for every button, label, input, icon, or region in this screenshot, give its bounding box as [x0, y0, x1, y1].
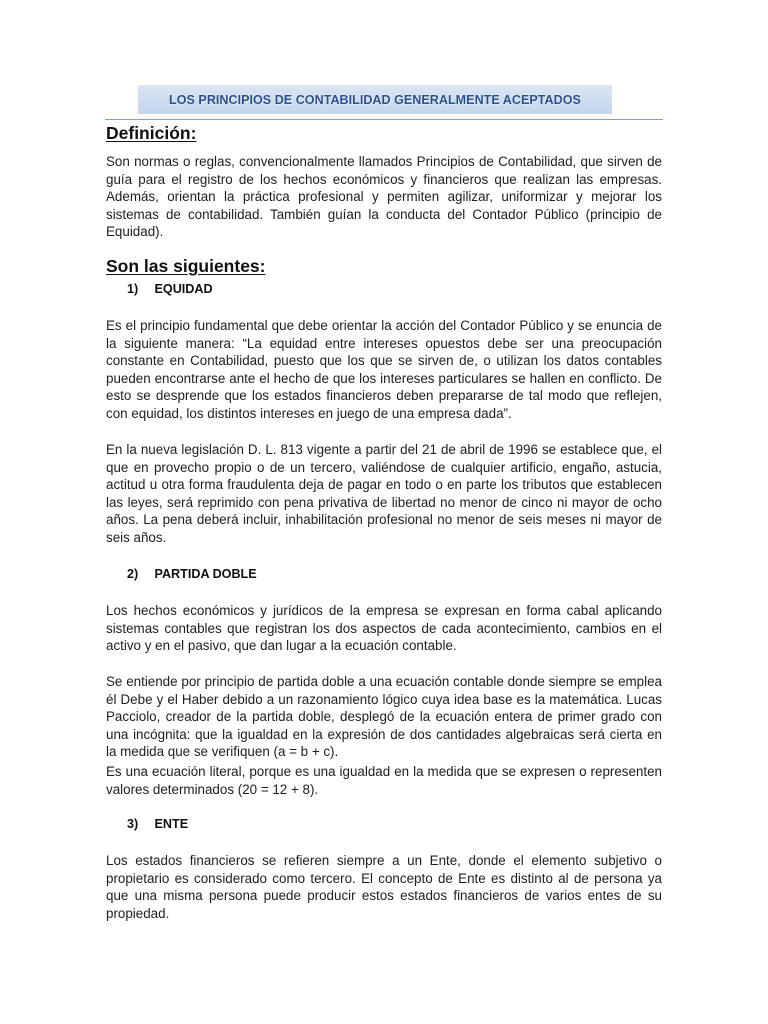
partida-doble-paragraph-1: Los hechos económicos y jurídicos de la empresa se expresan en forma cabal aplicando sistemas contables que registran los dos aspectos de cada acontecimiento, cambios en el activo y en el pasivo, que dan lugar a la ecuación contable. — [106, 603, 662, 654]
section-title-equidad — [127, 282, 213, 296]
section-number: 1) — [127, 282, 139, 296]
equidad-paragraph-2: En la nueva legislación D. L. 813 vigente a partir del 21 de abril de 1996 se establece que, el que en provecho propio o de un tercero, valiéndose de cualquier artificio, engaño, astucia, actitud u otra forma fraudulenta deja de pagar en todo o en parte los tributos que establecen las leyes, será reprimido con pena privativa de libertad no menor de cinco ni mayor de ocho años. La pena deberá incluir, inhabilitación profesional no menor de seis meses ni mayor de seis años. — [106, 442, 662, 545]
siguientes-heading: Son las siguientes: — [106, 256, 266, 276]
section-number: 3) — [127, 817, 139, 831]
title-banner — [138, 85, 612, 114]
section-title-text: EQUIDAD — [154, 282, 213, 296]
section-title-partida-doble — [127, 567, 257, 581]
section-title-text: ENTE — [154, 817, 189, 831]
partida-doble-paragraph-3: Es una ecuación literal, porque es una igualdad en la medida que se expresen o representen valores determinados (20 = 12 + 8). — [106, 764, 662, 797]
section-title-text: PARTIDA DOBLE — [154, 567, 257, 581]
definicion-paragraph: Son normas o reglas, convencionalmente llamados Principios de Contabilidad, que sirven de guía para el registro de los hechos económicos y financieros que realizan las empresas. Además, orientan la práctica profesional y permiten agilizar, uniformizar y mejorar los sistemas de contabilidad. También guían la conducta del Contador Público (principio de Equidad). — [106, 154, 662, 240]
document-title: LOS PRINCIPIOS DE CONTABILIDAD GENERALMENTE ACEPTADOS — [169, 92, 581, 107]
section-number: 2) — [127, 567, 139, 581]
equidad-paragraph-1: Es el principio fundamental que debe orientar la acción del Contador Público y se enuncia de la siguiente manera: “La equidad entre intereses opuestos debe ser una preocupación constante en Contabilidad, puesto que los que se sirven de, o utilizan los datos contables pueden encontrarse ante el hecho de que los intereses particulares se hallen en conflicto. De esto se desprende que los estados financieros deben prepararse de tal modo que reflejen, con equidad, los distintos intereses en juego de una empresa dada”. — [106, 318, 662, 421]
title-underline-rule — [105, 119, 663, 120]
partida-doble-paragraph-2: Se entiende por principio de partida doble a una ecuación contable donde siempre se emplea él Debe y el Haber debido a un razonamiento lógico cuya idea base es la matemática. Lucas Pacciolo, creador de la partida doble, desplegó de la ecuación entera de primer grado con una incógnita: que la igualdad en la expresión de dos cantidades algebraicas será cierta en la medida que se verifiquen (a = b + c). — [106, 674, 662, 760]
ente-paragraph-1: Los estados financieros se refieren siempre a un Ente, donde el elemento subjetivo o propietario es considerado como tercero. El concepto de Ente es distinto al de persona ya que una misma persona puede producir estos estados financieros de varios entes de su propiedad. — [106, 853, 662, 921]
definicion-heading: Definición: — [106, 123, 197, 143]
section-title-ente — [127, 817, 188, 831]
